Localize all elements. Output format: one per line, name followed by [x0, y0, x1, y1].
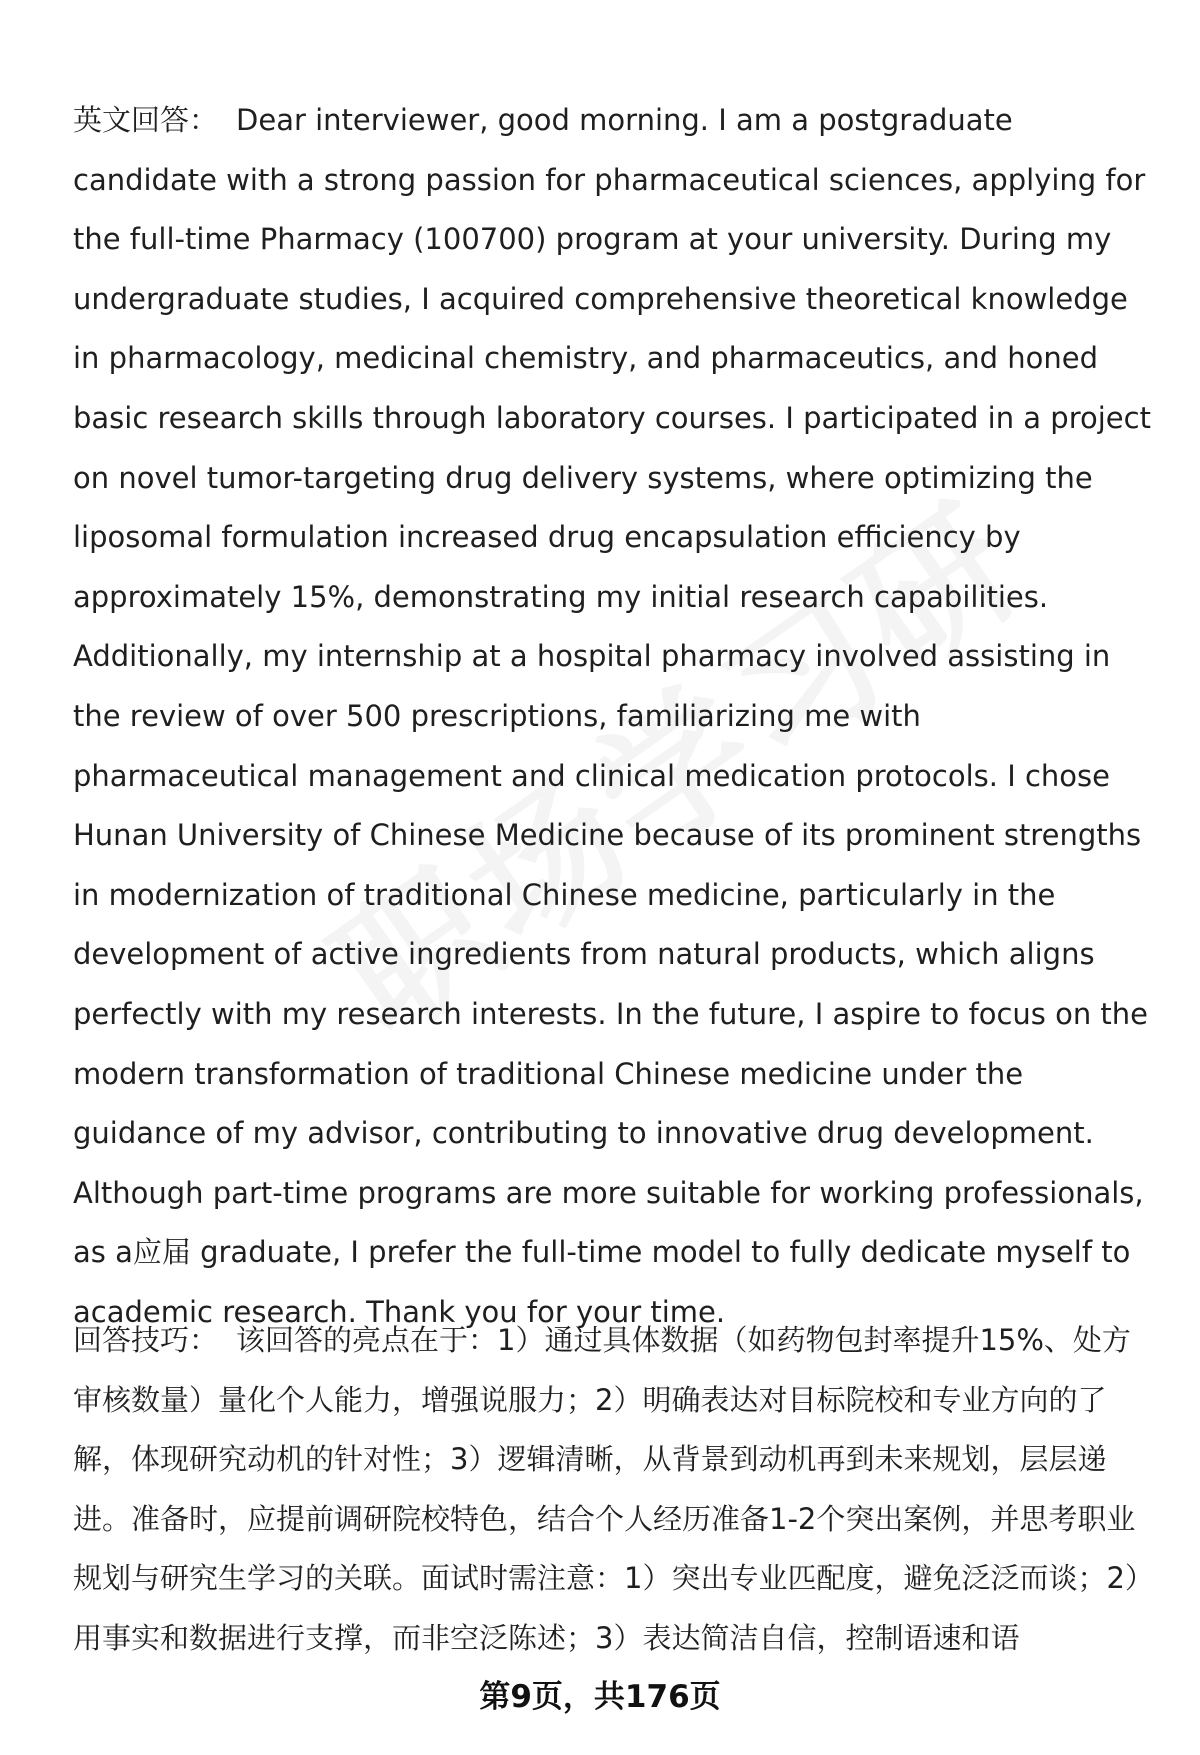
page-number: 第9页，共176页	[479, 1679, 721, 1715]
answer-tips-label: 回答技巧：	[73, 1323, 219, 1357]
answer-tips-text: 该回答的亮点在于：1）通过具体数据（如药物包封率提升15%、处方审核数量）量化个人能力，增强说服力；2）明确表达对目标院校和专业方向的了解，体现研究动机的针对性；3）逻辑清晰，从背景到动机再到未来规划，层层递进。准备时，应提前调研院校特色，结合个人经历准备1-2个突出案例，并思考职业规划与研究生学习的关联。面试时需注意：1）突出专业匹配度，避免泛泛而谈；2）用事实和数据进行支撑，而非空泛陈述；3）表达简洁自信，控制语速和语	[73, 1323, 1154, 1655]
answer-tips-section	[73, 1311, 1155, 1669]
english-answer-text: Dear interviewer, good morning. I am a postgraduate candidate with a strong passion for pharmaceutical sciences, applying for the full-time Pharmacy (100700) program at your university. During my undergraduate studies, I acquired comprehensive theoretical knowledge in pharmacology, medicinal chemistry, and pharmaceutics, and honed basic research skills through laboratory courses. I participated in a project on novel tumor-targeting drug delivery systems, where optimizing the liposomal formulation increased drug encapsulation efficiency by approximately 15%, demonstrating my initial research capabilities. Additionally, my internship at a hospital pharmacy involved assisting in the review of over 500 prescriptions, familiarizing me with pharmaceutical management and clinical medication protocols. I chose Hunan University of Chinese Medicine because of its prominent strengths in modernization of traditional Chinese medicine, particularly in the development of active ingredients from natural products, which aligns perfectly with my research interests. In the future, I aspire to focus on the modern transformation of traditional Chinese medicine under the guidance of my advisor, contributing to innovative drug development. Although part-time programs are more suitable for working professionals, as a应届 graduate, I prefer the full-time model to fully dedicate myself to academic research. Thank you for your time.	[73, 103, 1151, 1329]
english-answer-section	[73, 91, 1155, 1342]
english-answer-label: 英文回答：	[73, 103, 219, 137]
